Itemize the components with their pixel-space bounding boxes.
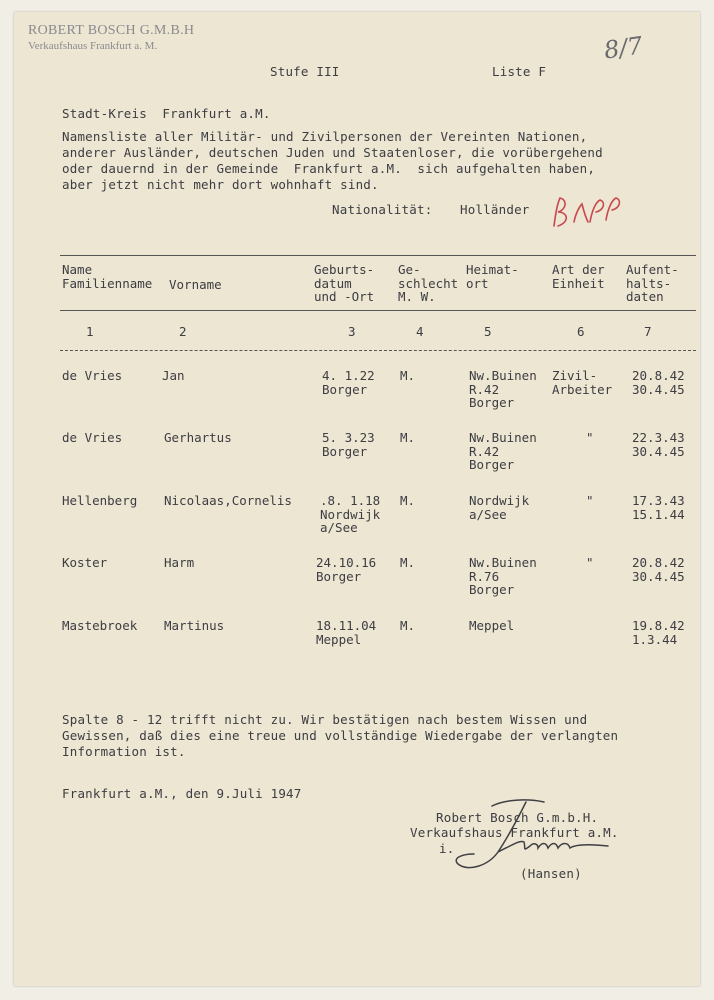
header-heimatort: Heimat- ort: [466, 262, 519, 291]
cell-vorname: Martinus: [164, 618, 225, 633]
cell-geschlecht: M.: [400, 618, 416, 633]
cell-familienname: de Vries: [62, 368, 123, 383]
cell-aufenthalt: 22.3.43 30.4.45: [632, 430, 685, 459]
table-top-rule: [60, 255, 696, 256]
handwritten-reference: 8/7: [602, 31, 645, 65]
cell-aufenthalt: 17.3.43 15.1.44: [632, 493, 685, 522]
cell-geburt: 24.10.16 Borger: [316, 555, 377, 584]
cell-geburt: 18.11.04 Meppel: [316, 618, 377, 647]
column-number: 4: [416, 324, 424, 339]
column-number: 7: [644, 324, 652, 339]
signature-prefix: i.: [439, 841, 455, 856]
cell-geschlecht: M.: [400, 555, 416, 570]
column-number: 2: [179, 324, 187, 339]
stufe-label: Stufe III: [270, 64, 340, 79]
column-number: 1: [86, 324, 94, 339]
nationality-value: Holländer: [460, 202, 530, 217]
intro-line: anderer Ausländer, deutschen Juden und Staatenloser, die vorübergehend: [62, 145, 603, 160]
document-page: [14, 12, 700, 986]
handwritten-signature: [434, 794, 634, 874]
signature-branch: Verkaufshaus Frankfurt a.M.: [410, 825, 619, 840]
signatory-name: (Hansen): [520, 866, 582, 881]
cell-geschlecht: M.: [400, 430, 416, 445]
footer-note-line: Spalte 8 - 12 trifft nicht zu. Wir bestätigen nach bestem Wissen und: [62, 712, 588, 727]
header-name: Name Familienname: [62, 262, 153, 291]
column-number: 6: [577, 324, 585, 339]
cell-familienname: Mastebroek: [62, 618, 138, 633]
cell-vorname: Harm: [164, 555, 195, 570]
table-header-rule: [60, 310, 696, 311]
cell-familienname: de Vries: [62, 430, 123, 445]
header-aufenthalt: Aufent- halts- daten: [626, 262, 679, 304]
letterhead-company: ROBERT BOSCH G.M.B.H: [28, 23, 195, 38]
liste-label: Liste F: [492, 64, 547, 79]
header-geburt: Geburts- datum und -Ort: [314, 262, 375, 304]
header-geschlecht: Ge- schlecht M. W.: [398, 262, 459, 304]
cell-aufenthalt: 20.8.42 30.4.45: [632, 368, 685, 397]
cell-heimatort: Nw.Buinen R.76 Borger: [469, 555, 537, 597]
cell-heimatort: Nordwijk a/See: [469, 493, 530, 522]
intro-line: Namensliste aller Militär- und Zivilpersonen der Vereinten Nationen,: [62, 129, 588, 144]
intro-line: oder dauernd in der Gemeinde Frankfurt a.M. sich aufgehalten haben,: [62, 161, 596, 176]
place-date: Frankfurt a.M., den 9.Juli 1947: [62, 786, 302, 801]
column-number: 3: [348, 324, 356, 339]
cell-heimatort: Nw.Buinen R.42 Borger: [469, 430, 537, 472]
cell-vorname: Nicolaas,Cornelis: [164, 493, 292, 508]
cell-einheit: ": [586, 555, 594, 570]
letterhead-branch: Verkaufshaus Frankfurt a. M.: [28, 40, 158, 52]
cell-einheit: ": [586, 493, 594, 508]
cell-geburt: 5. 3.23 Borger: [322, 430, 375, 459]
cell-einheit: Zivil- Arbeiter: [552, 368, 613, 397]
cell-familienname: Hellenberg: [62, 493, 138, 508]
cell-geschlecht: M.: [400, 368, 416, 383]
nationality-label: Nationalität:: [332, 202, 433, 217]
table-number-rule: [60, 350, 696, 351]
header-einheit: Art der Einheit: [552, 262, 605, 291]
cell-geburt: 4. 1.22 Borger: [322, 368, 375, 397]
district-line: Stadt-Kreis Frankfurt a.M.: [62, 106, 271, 121]
cell-heimatort: Meppel: [469, 618, 515, 633]
cell-aufenthalt: 20.8.42 30.4.45: [632, 555, 685, 584]
cell-geschlecht: M.: [400, 493, 416, 508]
cell-vorname: Gerhartus: [164, 430, 232, 445]
cell-einheit: ": [586, 430, 594, 445]
intro-line: aber jetzt nicht mehr dort wohnhaft sind.: [62, 177, 379, 192]
cell-heimatort: Nw.Buinen R.42 Borger: [469, 368, 537, 410]
column-number: 5: [484, 324, 492, 339]
cell-aufenthalt: 19.8.42 1.3.44: [632, 618, 685, 647]
header-vorname: Vorname: [169, 277, 222, 292]
cell-vorname: Jan: [162, 368, 185, 383]
footer-note-line: Gewissen, daß dies eine treue und vollständige Wiedergabe der verlangten: [62, 728, 619, 743]
red-initials-mark: [550, 192, 628, 236]
cell-geburt: .8. 1.18 Nordwijk a/See: [320, 493, 381, 535]
footer-note-line: Information ist.: [62, 744, 186, 759]
cell-familienname: Koster: [62, 555, 108, 570]
signature-company: Robert Bosch G.m.b.H.: [436, 810, 599, 825]
